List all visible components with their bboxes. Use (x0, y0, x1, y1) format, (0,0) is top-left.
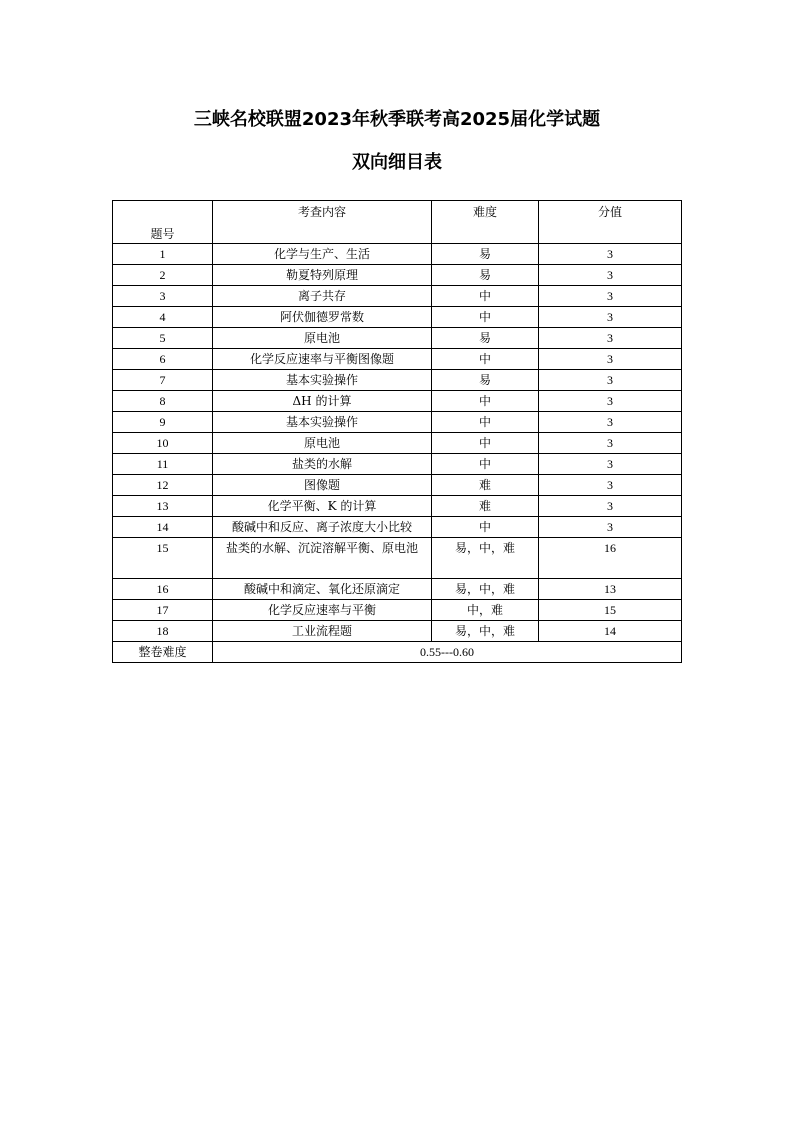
topic-cell: ΔH 的计算 (213, 391, 432, 412)
table-row (113, 600, 682, 621)
detail-table (112, 200, 682, 663)
difficulty-cell: 中 (432, 454, 539, 475)
score-cell: 3 (539, 307, 682, 328)
difficulty-cell: 易 (432, 328, 539, 349)
question-no-cell: 18 (113, 621, 213, 642)
score-cell: 3 (539, 475, 682, 496)
question-no-cell: 12 (113, 475, 213, 496)
table-row (113, 433, 682, 454)
score-cell: 3 (539, 454, 682, 475)
score-cell: 3 (539, 265, 682, 286)
score-cell: 14 (539, 621, 682, 642)
topic-cell: 化学与生产、生活 (213, 244, 432, 265)
topic-cell: 勒夏特列原理 (213, 265, 432, 286)
question-no-cell: 14 (113, 517, 213, 538)
table-footer-row (113, 642, 682, 663)
topic-cell: 基本实验操作 (213, 370, 432, 391)
score-cell: 15 (539, 600, 682, 621)
question-no-cell: 3 (113, 286, 213, 307)
table-row (113, 349, 682, 370)
topic-cell: 阿伏伽德罗常数 (213, 307, 432, 328)
score-cell: 3 (539, 496, 682, 517)
table-row (113, 391, 682, 412)
topic-cell: 酸碱中和滴定、氧化还原滴定 (213, 579, 432, 600)
question-no-cell: 8 (113, 391, 213, 412)
topic-cell: 化学反应速率与平衡 (213, 600, 432, 621)
overall-difficulty-label: 整卷难度 (113, 642, 213, 663)
score-cell: 3 (539, 412, 682, 433)
header-score: 分值 (539, 201, 682, 244)
difficulty-cell: 中 (432, 517, 539, 538)
table-row (113, 286, 682, 307)
difficulty-cell: 中，难 (432, 600, 539, 621)
difficulty-cell: 易 (432, 265, 539, 286)
topic-cell: 基本实验操作 (213, 412, 432, 433)
score-cell: 3 (539, 433, 682, 454)
score-cell: 16 (539, 538, 682, 579)
difficulty-cell: 中 (432, 307, 539, 328)
question-no-cell: 17 (113, 600, 213, 621)
question-no-cell: 9 (113, 412, 213, 433)
difficulty-cell: 易 (432, 370, 539, 391)
table-row (113, 496, 682, 517)
question-no-cell: 11 (113, 454, 213, 475)
score-cell: 3 (539, 286, 682, 307)
table-row (113, 265, 682, 286)
topic-cell: 盐类的水解 (213, 454, 432, 475)
score-cell: 3 (539, 328, 682, 349)
overall-difficulty-value: 0.55---0.60 (213, 642, 682, 663)
table-row (113, 517, 682, 538)
question-no-cell: 6 (113, 349, 213, 370)
question-no-cell: 4 (113, 307, 213, 328)
topic-cell: 原电池 (213, 328, 432, 349)
score-cell: 3 (539, 349, 682, 370)
table-row (113, 621, 682, 642)
score-cell: 3 (539, 244, 682, 265)
difficulty-cell: 中 (432, 391, 539, 412)
table-row (113, 328, 682, 349)
table-row (113, 538, 682, 579)
difficulty-cell: 易 (432, 244, 539, 265)
question-no-cell: 5 (113, 328, 213, 349)
difficulty-cell: 中 (432, 433, 539, 454)
difficulty-cell: 难 (432, 475, 539, 496)
table-row (113, 244, 682, 265)
page-subtitle: 双向细目表 (352, 152, 442, 173)
question-no-cell: 7 (113, 370, 213, 391)
difficulty-cell: 中 (432, 286, 539, 307)
topic-cell: 图像题 (213, 475, 432, 496)
header-difficulty: 难度 (432, 201, 539, 244)
table-row (113, 370, 682, 391)
score-cell: 3 (539, 370, 682, 391)
score-cell: 3 (539, 517, 682, 538)
topic-cell: 离子共存 (213, 286, 432, 307)
topic-cell: 盐类的水解、沉淀溶解平衡、原电池 (213, 538, 432, 579)
header-topic: 考查内容 (213, 201, 432, 244)
table-row (113, 307, 682, 328)
topic-cell: 原电池 (213, 433, 432, 454)
question-no-cell: 2 (113, 265, 213, 286)
question-no-cell: 10 (113, 433, 213, 454)
page-title: 三峡名校联盟2023年秋季联考高2025届化学试题 (193, 109, 601, 130)
difficulty-cell: 易，中，难 (432, 621, 539, 642)
table-row (113, 579, 682, 600)
score-cell: 3 (539, 391, 682, 412)
table-row (113, 412, 682, 433)
difficulty-cell: 中 (432, 349, 539, 370)
topic-cell: 工业流程题 (213, 621, 432, 642)
topic-cell: 化学反应速率与平衡图像题 (213, 349, 432, 370)
question-no-cell: 13 (113, 496, 213, 517)
score-cell: 13 (539, 579, 682, 600)
difficulty-cell: 中 (432, 412, 539, 433)
topic-cell: 化学平衡、K 的计算 (213, 496, 432, 517)
table-row (113, 454, 682, 475)
table-header-row (113, 201, 682, 244)
difficulty-cell: 易，中，难 (432, 579, 539, 600)
question-no-cell: 16 (113, 579, 213, 600)
question-no-cell: 15 (113, 538, 213, 579)
table-row (113, 475, 682, 496)
question-no-cell: 1 (113, 244, 213, 265)
difficulty-cell: 易，中，难 (432, 538, 539, 579)
header-question-no: 题号 (113, 201, 213, 244)
difficulty-cell: 难 (432, 496, 539, 517)
topic-cell: 酸碱中和反应、离子浓度大小比较 (213, 517, 432, 538)
